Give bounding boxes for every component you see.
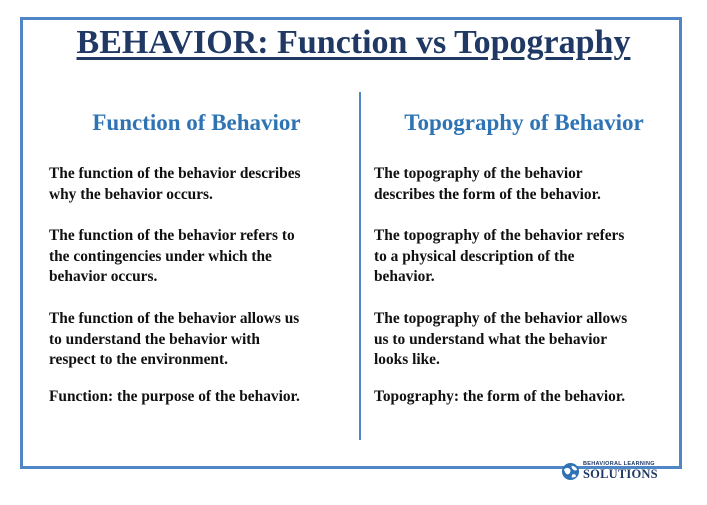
topography-paragraph-1: The topography of the behavior describes the form of the behavior. [374,165,601,203]
logo-text [583,462,658,481]
function-paragraph-1: The function of the behavior describes why the behavior occurs. [49,165,301,203]
column-divider [359,92,361,440]
function-heading: Function of Behavior [92,110,301,135]
function-paragraph-3: The function of the behavior allows us to understand the behavior with respect to the environment. [49,310,300,368]
topography-heading: Topography of Behavior [404,110,644,135]
company-logo [561,457,673,485]
topography-paragraph-2: The topography of the behavior refers to a physical description of the behavior. [374,227,625,285]
function-paragraph-2: The function of the behavior refers to the contingencies under which the behavior occurs. [49,227,295,285]
logo-bottom-line: SOLUTIONS [583,467,658,481]
page-title [0,26,707,60]
globe-icon [561,462,580,481]
logo-top-line: BEHAVIORAL LEARNING [583,460,655,467]
function-column [49,110,349,405]
topography-column [374,110,674,405]
topography-paragraph-3: The topography of the behavior allows us to understand what the behavior looks like. [374,310,628,368]
function-summary: Function: the purpose of the behavior. [49,388,300,405]
topography-summary: Topography: the form of the behavior. [374,388,626,405]
page-title-text: BEHAVIOR: Function vs Topography [76,24,631,61]
